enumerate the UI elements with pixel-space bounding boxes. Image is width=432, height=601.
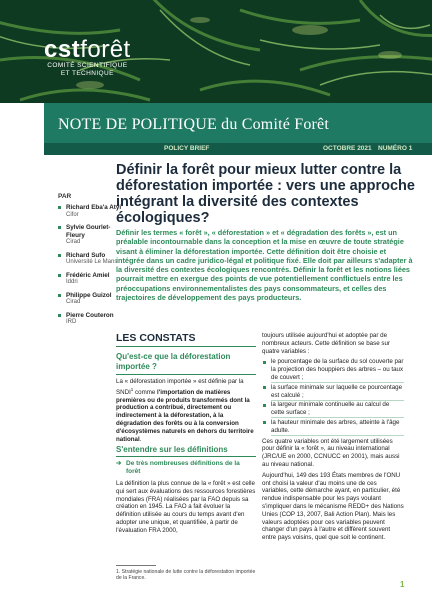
- main-title: Définir la forêt pour mieux lutter contre la déforestation importée : vers une approche intégrant la diversité des contextes écologiques?: [116, 162, 415, 226]
- subsection-heading: S'entendre sur les définitions: [116, 445, 228, 454]
- title-bar: [44, 103, 432, 143]
- sub-subheading: ➔ De très nombreuses définitions de la forêt: [116, 460, 240, 475]
- right-column: [262, 332, 404, 545]
- issue-date: OCTOBRE 2021: [323, 145, 372, 152]
- author-entry: Richard Eba'a Atyi Cifor: [58, 204, 128, 219]
- logo-subtitle-2: ET TECHNIQUE: [60, 70, 114, 77]
- section-heading: LES CONSTATS: [116, 332, 196, 344]
- body-paragraph: Ces quatre variables ont été largement utilisées pour définir la « forêt », au niveau international (JRC/UE en 2000, CCNUCC en 2001), mais aussi au niveau national.: [262, 437, 400, 468]
- sub-bar: [44, 143, 432, 155]
- author-entry: Frédéric Amiel Iddri: [58, 272, 128, 287]
- variables-list: [262, 358, 404, 434]
- footnote-rule: [116, 565, 156, 566]
- author-entry: Richard Sufo Université Le Mans: [58, 252, 128, 267]
- subsection-heading: Qu'est-ce que la déforestation importée ?: [116, 352, 231, 371]
- arrow-icon: ➔: [116, 460, 122, 467]
- body-paragraph: Aujourd'hui, 149 des 193 États membres de l'ONU ont choisi la valeur d'au moins une de ces variables, cette démarche ayant, en particulier, été rendue indispensable pour les pays voulant s'impliquer dans le mécanisme REDD+ des Nations Unies (COP 13, 2007, Bali Action Plan). Mais les valeurs adoptées pour ces variables peuvent changer d'un pays à l'autre et diffèrent souvent entre pays voisins, quel que soit le continent.: [262, 471, 404, 542]
- intro-paragraph: Définir les termes « forêt », « déforestation » et « dégradation des forêts », est un préalable incontournable dans la conception et la mise en œuvre de toute stratégie visant à éliminer la déforestation importée. Cette définition doit être choisie et intégrée dans un cadre juridico-légal et politique fixé. Elle doit par ailleurs s'adapter à la diversité des contextes écologiques rencontrés. Définir la forêt et les notions liées pourrait mettre en exergue des points de vue potentiellement conflictuels entre les préoccupations environnementalistes des pays consommateurs, et celles des trajectoires de développement des pays producteurs.: [116, 228, 413, 303]
- divider: [116, 456, 256, 457]
- list-item: le pourcentage de la surface du sol couverte par la projection des houppiers des arbres – ou taux de couvert ;: [262, 358, 404, 381]
- list-item: la largeur minimale continuelle au calcul de cette surface ;: [262, 401, 404, 417]
- body-paragraph: La définition la plus connue de la « forêt » est celle qui sert aux évaluations des ressources forestières mondiales (FRA) réalisées par la FAO depuis sa création en 1945. La FAO a fait évoluer la définition utilisée au cours du temps avant d'en adopter une unique, et quantifiée, à partir de l'évaluation FRA 2000,: [116, 480, 256, 534]
- par-label: PAR: [58, 193, 72, 200]
- body-paragraph: toujours utilisée aujourd'hui et adoptée par de nombreux acteurs. Cette définition se base sur quatre variables :: [262, 332, 390, 355]
- publication-title: NOTE DE POLITIQUE du Comité Forêt: [58, 116, 330, 133]
- author-entry: Philippe Guizol Cirad: [58, 292, 128, 307]
- divider: [116, 374, 256, 375]
- author-entry: Sylvie Gourlet-Fleury Cirad: [58, 224, 128, 247]
- definition-paragraph: La « déforestation importée » est définie par la SNDI$^1$ comme l'importation de matières premières ou de produits transformés dont la production a contribué, directement ou indirectement à la déforestation, à la dégradation des forêts ou à la conversion d'écosystèmes naturels en dehors du territoire national.: [116, 378, 254, 443]
- policy-brief-label: POLICY BRIEF: [164, 145, 210, 152]
- author-entry: Pierre Couteron IRD: [58, 312, 128, 327]
- issue-number: NUMÉRO 1: [378, 145, 413, 152]
- cst-foret-logo: [44, 38, 131, 78]
- footnote: 1. Stratégie nationale de lutte contre la déforestation importée de la France.: [116, 569, 256, 582]
- list-item: la surface minimale sur laquelle ce pourcentage est calculé ;: [262, 384, 404, 400]
- divider: [116, 346, 256, 347]
- header-photo: [0, 0, 432, 103]
- list-item: la hauteur minimale des arbres, atteinte à l'âge adulte.: [262, 419, 404, 435]
- authors-sidebar: [58, 193, 128, 332]
- logo-subtitle-1: COMITÉ SCIENTIFIQUE: [47, 62, 128, 69]
- logo-wordmark: cstforêt: [44, 36, 131, 63]
- page-number: 1: [400, 580, 405, 589]
